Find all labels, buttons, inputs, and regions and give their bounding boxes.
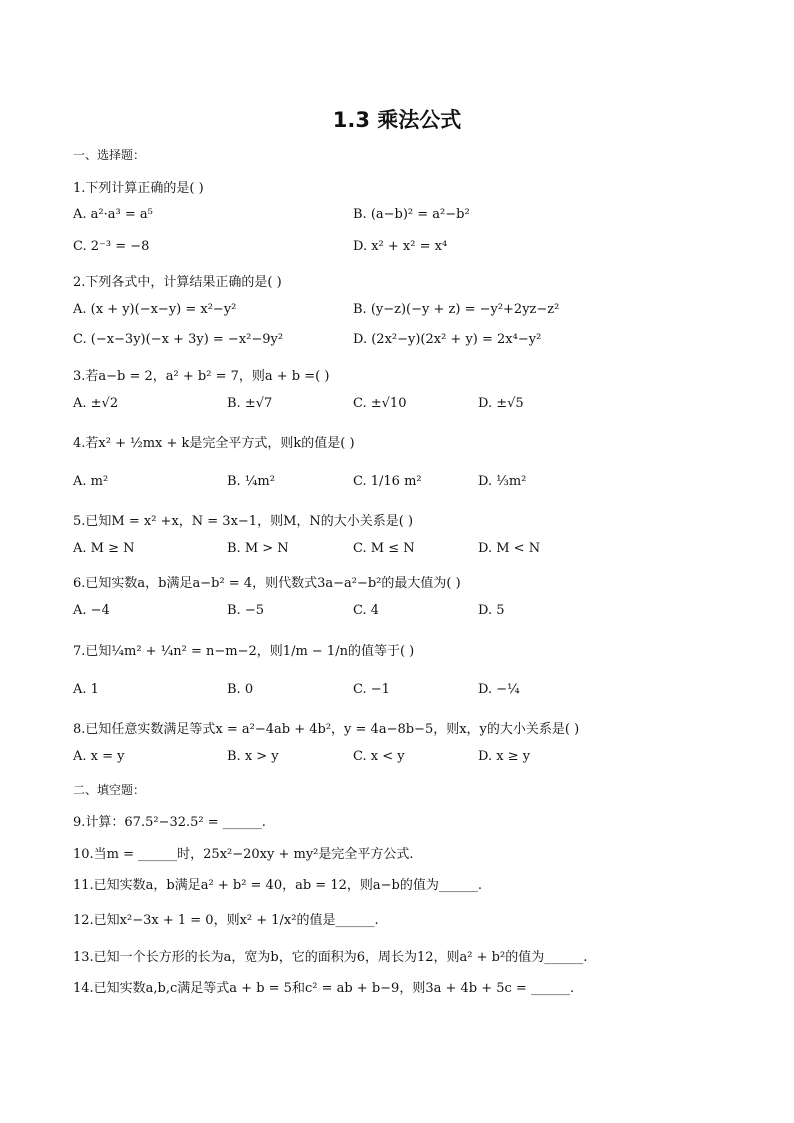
option: C. 1/16 m²	[353, 474, 422, 489]
option: C. ±√10	[353, 396, 407, 411]
question-stem: 6.已知实数a，b满足a−b² = 4，则代数式3a−a²−b²的最大值为( )	[73, 576, 461, 591]
section-heading-fill: 二、填空题：	[73, 783, 146, 797]
option: B. −5	[227, 603, 264, 618]
option: B. (y−z)(−y + z) = −y²+2yz−z²	[353, 302, 560, 317]
option: D. 5	[478, 603, 505, 618]
option: C. x < y	[353, 749, 405, 764]
option-row	[73, 682, 753, 702]
option-row	[73, 541, 753, 561]
fill-question: 13.已知一个长方形的长为a，宽为b，它的面积为6，周长为12，则a² + b²的值为______.	[73, 950, 588, 965]
question-stem: 1.下列计算正确的是( )	[73, 181, 204, 196]
section-heading-choice: 一、选择题：	[73, 148, 146, 162]
option-row	[73, 332, 753, 352]
option: B. M > N	[227, 541, 289, 556]
fill-question: 11.已知实数a，b满足a² + b² = 40，ab = 12，则a−b的值为______.	[73, 878, 482, 893]
option: A. (x + y)(−x−y) = x²−y²	[73, 302, 237, 317]
option: C. M ≤ N	[353, 541, 415, 556]
option: B. ¼m²	[227, 474, 275, 489]
option: B. (a−b)² = a²−b²	[353, 207, 470, 222]
fill-question: 12.已知x²−3x + 1 = 0，则x² + 1/x²的值是______.	[73, 913, 379, 928]
fill-question: 14.已知实数a,b,c满足等式a + b = 5和c² = ab + b−9，则3a + 4b + 5c = ______.	[73, 981, 575, 996]
option: D. M < N	[478, 541, 541, 556]
option-row	[73, 474, 753, 494]
option: B. ±√7	[227, 396, 273, 411]
option-row	[73, 302, 753, 322]
option: D. (2x²−y)(2x² + y) = 2x⁴−y²	[353, 332, 542, 347]
option: A. M ≥ N	[73, 541, 135, 556]
fill-question: 9.计算：67.5²−32.5² = ______.	[73, 815, 266, 830]
option: A. −4	[73, 603, 110, 618]
option: C. 4	[353, 603, 380, 618]
question-stem: 4.若x² + ½mx + k是完全平方式，则k的值是( )	[73, 436, 355, 451]
page-title: 1.3 乘法公式	[332, 108, 462, 132]
option-row	[73, 749, 753, 769]
option: D. x² + x² = x⁴	[353, 239, 448, 254]
question-stem: 5.已知M = x² +x，N = 3x−1，则M，N的大小关系是( )	[73, 514, 414, 529]
option-row	[73, 239, 753, 259]
option: C. 2⁻³ = −8	[73, 239, 150, 254]
fill-question: 10.当m = ______时，25x²−20xy + my²是完全平方公式.	[73, 847, 414, 862]
option: C. −1	[353, 682, 390, 697]
option: D. ⅓m²	[478, 474, 527, 489]
option: D. x ≥ y	[478, 749, 531, 764]
option: B. x > y	[227, 749, 279, 764]
option-row	[73, 603, 753, 623]
question-stem: 7.已知¼m² + ¼n² = n−m−2，则1/m − 1/n的值等于( )	[73, 644, 415, 659]
option: A. m²	[73, 474, 109, 489]
option: A. 1	[73, 682, 99, 697]
question-stem: 2.下列各式中，计算结果正确的是( )	[73, 275, 282, 290]
option-row	[73, 207, 753, 227]
option: D. −¼	[478, 682, 520, 697]
option: A. x = y	[73, 749, 125, 764]
option: A. ±√2	[73, 396, 119, 411]
option: A. a²·a³ = a⁵	[73, 207, 153, 222]
option-row	[73, 396, 753, 416]
option: B. 0	[227, 682, 254, 697]
option: C. (−x−3y)(−x + 3y) = −x²−9y²	[73, 332, 284, 347]
option: D. ±√5	[478, 396, 524, 411]
question-stem: 3.若a−b = 2，a² + b² = 7，则a + b =( )	[73, 369, 330, 384]
question-stem: 8.已知任意实数满足等式x = a²−4ab + 4b²，y = 4a−8b−5，则x，y的大小关系是( )	[73, 722, 580, 737]
